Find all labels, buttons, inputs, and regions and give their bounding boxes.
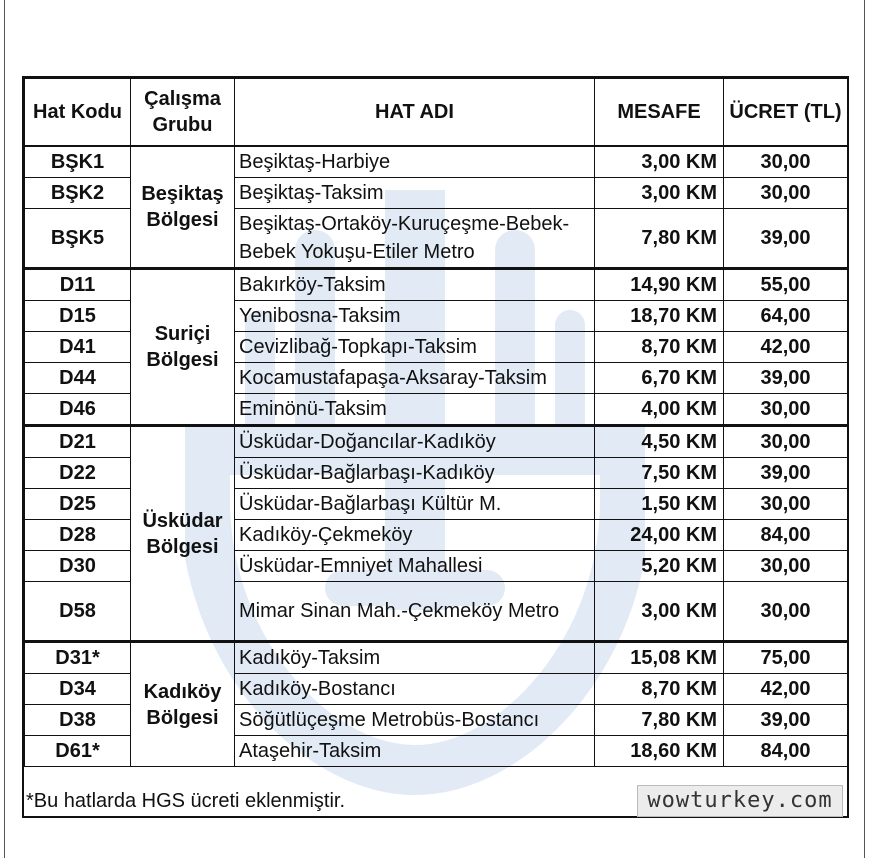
line-code-cell: D34	[25, 674, 131, 705]
distance-cell: 7,80 KM	[595, 705, 724, 736]
table-row	[25, 426, 848, 458]
distance-cell: 3,00 KM	[595, 146, 724, 178]
fare-table	[24, 78, 848, 767]
header-code	[25, 79, 131, 147]
work-group-cell: Suriçi Bölgesi	[131, 269, 235, 426]
line-code-cell: D46	[25, 394, 131, 426]
distance-cell: 4,00 KM	[595, 394, 724, 426]
line-name-cell: Kadıköy-Çekmeköy	[235, 520, 595, 551]
distance-cell: 6,70 KM	[595, 363, 724, 394]
distance-cell: 1,50 KM	[595, 489, 724, 520]
line-name-cell: Kadıköy-Bostancı	[235, 674, 595, 705]
price-cell: 30,00	[724, 426, 848, 458]
line-code-cell: D31*	[25, 642, 131, 674]
distance-cell: 18,60 KM	[595, 736, 724, 767]
distance-cell: 8,70 KM	[595, 332, 724, 363]
distance-cell: 18,70 KM	[595, 301, 724, 332]
line-name-cell: Beşiktaş-Harbiye	[235, 146, 595, 178]
work-group-cell: Kadıköy Bölgesi	[131, 642, 235, 767]
fare-table-container	[22, 76, 849, 818]
line-code-cell: D30	[25, 551, 131, 582]
distance-cell: 24,00 KM	[595, 520, 724, 551]
line-code-cell: D61*	[25, 736, 131, 767]
price-cell: 39,00	[724, 458, 848, 489]
line-name-cell: Üsküdar-Emniyet Mahallesi	[235, 551, 595, 582]
header-group	[131, 79, 235, 147]
header-code-label: Hat Kodu	[33, 101, 122, 123]
line-code-cell: BŞK1	[25, 146, 131, 178]
line-code-cell: D25	[25, 489, 131, 520]
price-cell: 30,00	[724, 582, 848, 642]
table-row	[25, 146, 848, 178]
line-code-cell: BŞK5	[25, 209, 131, 269]
header-price-label: ÜCRET (TL)	[729, 101, 842, 123]
distance-cell: 15,08 KM	[595, 642, 724, 674]
header-name	[235, 79, 595, 147]
price-cell: 30,00	[724, 394, 848, 426]
line-name-cell: Söğütlüçeşme Metrobüs-Bostancı	[235, 705, 595, 736]
line-name-cell: Cevizlibağ-Topkapı-Taksim	[235, 332, 595, 363]
line-code-cell: D22	[25, 458, 131, 489]
price-cell: 39,00	[724, 209, 848, 269]
price-cell: 30,00	[724, 178, 848, 209]
line-name-cell: Beşiktaş-Taksim	[235, 178, 595, 209]
brand-watermark: wowturkey.com	[637, 785, 843, 817]
line-name-cell: Üsküdar-Bağlarbaşı Kültür M.	[235, 489, 595, 520]
distance-cell: 5,20 KM	[595, 551, 724, 582]
distance-cell: 4,50 KM	[595, 426, 724, 458]
price-cell: 75,00	[724, 642, 848, 674]
line-code-cell: D28	[25, 520, 131, 551]
page-border-left	[4, 0, 5, 858]
line-name-cell: Ataşehir-Taksim	[235, 736, 595, 767]
line-name-cell: Bakırköy-Taksim	[235, 269, 595, 301]
distance-cell: 3,00 KM	[595, 178, 724, 209]
price-cell: 42,00	[724, 674, 848, 705]
distance-cell: 7,80 KM	[595, 209, 724, 269]
line-code-cell: D38	[25, 705, 131, 736]
price-cell: 84,00	[724, 520, 848, 551]
work-group-cell: Üsküdar Bölgesi	[131, 426, 235, 642]
price-cell: 30,00	[724, 489, 848, 520]
distance-cell: 8,70 KM	[595, 674, 724, 705]
price-cell: 30,00	[724, 551, 848, 582]
header-price	[724, 79, 848, 147]
line-name-cell: Eminönü-Taksim	[235, 394, 595, 426]
table-row	[25, 642, 848, 674]
table-header-row	[25, 79, 848, 147]
footnote: *Bu hatlarda HGS ücreti eklenmiştir.	[26, 790, 346, 812]
price-cell: 30,00	[724, 146, 848, 178]
page-border-right	[864, 0, 865, 858]
line-name-cell: Kocamustafapaşa-Aksaray-Taksim	[235, 363, 595, 394]
line-name-cell: Üsküdar-Doğancılar-Kadıköy	[235, 426, 595, 458]
line-name-cell: Üsküdar-Bağlarbaşı-Kadıköy	[235, 458, 595, 489]
header-group-label: Çalışma Grubu	[144, 88, 221, 136]
price-cell: 84,00	[724, 736, 848, 767]
line-name-cell: Kadıköy-Taksim	[235, 642, 595, 674]
line-name-cell: Beşiktaş-Ortaköy-Kuruçeşme-Bebek-Bebek Yokuşu-Etiler Metro	[235, 209, 595, 269]
distance-cell: 3,00 KM	[595, 582, 724, 642]
line-code-cell: D58	[25, 582, 131, 642]
header-name-label: HAT ADI	[375, 101, 454, 123]
line-code-cell: BŞK2	[25, 178, 131, 209]
line-code-cell: D15	[25, 301, 131, 332]
table-body	[25, 146, 848, 767]
line-code-cell: D44	[25, 363, 131, 394]
table-row	[25, 269, 848, 301]
distance-cell: 14,90 KM	[595, 269, 724, 301]
price-cell: 64,00	[724, 301, 848, 332]
line-code-cell: D11	[25, 269, 131, 301]
line-code-cell: D21	[25, 426, 131, 458]
price-cell: 42,00	[724, 332, 848, 363]
distance-cell: 7,50 KM	[595, 458, 724, 489]
line-name-cell: Yenibosna-Taksim	[235, 301, 595, 332]
price-cell: 55,00	[724, 269, 848, 301]
header-distance-label: MESAFE	[617, 101, 701, 123]
header-distance	[595, 79, 724, 147]
line-name-cell: Mimar Sinan Mah.-Çekmeköy Metro	[235, 582, 595, 642]
price-cell: 39,00	[724, 705, 848, 736]
work-group-cell: Beşiktaş Bölgesi	[131, 146, 235, 269]
price-cell: 39,00	[724, 363, 848, 394]
line-code-cell: D41	[25, 332, 131, 363]
